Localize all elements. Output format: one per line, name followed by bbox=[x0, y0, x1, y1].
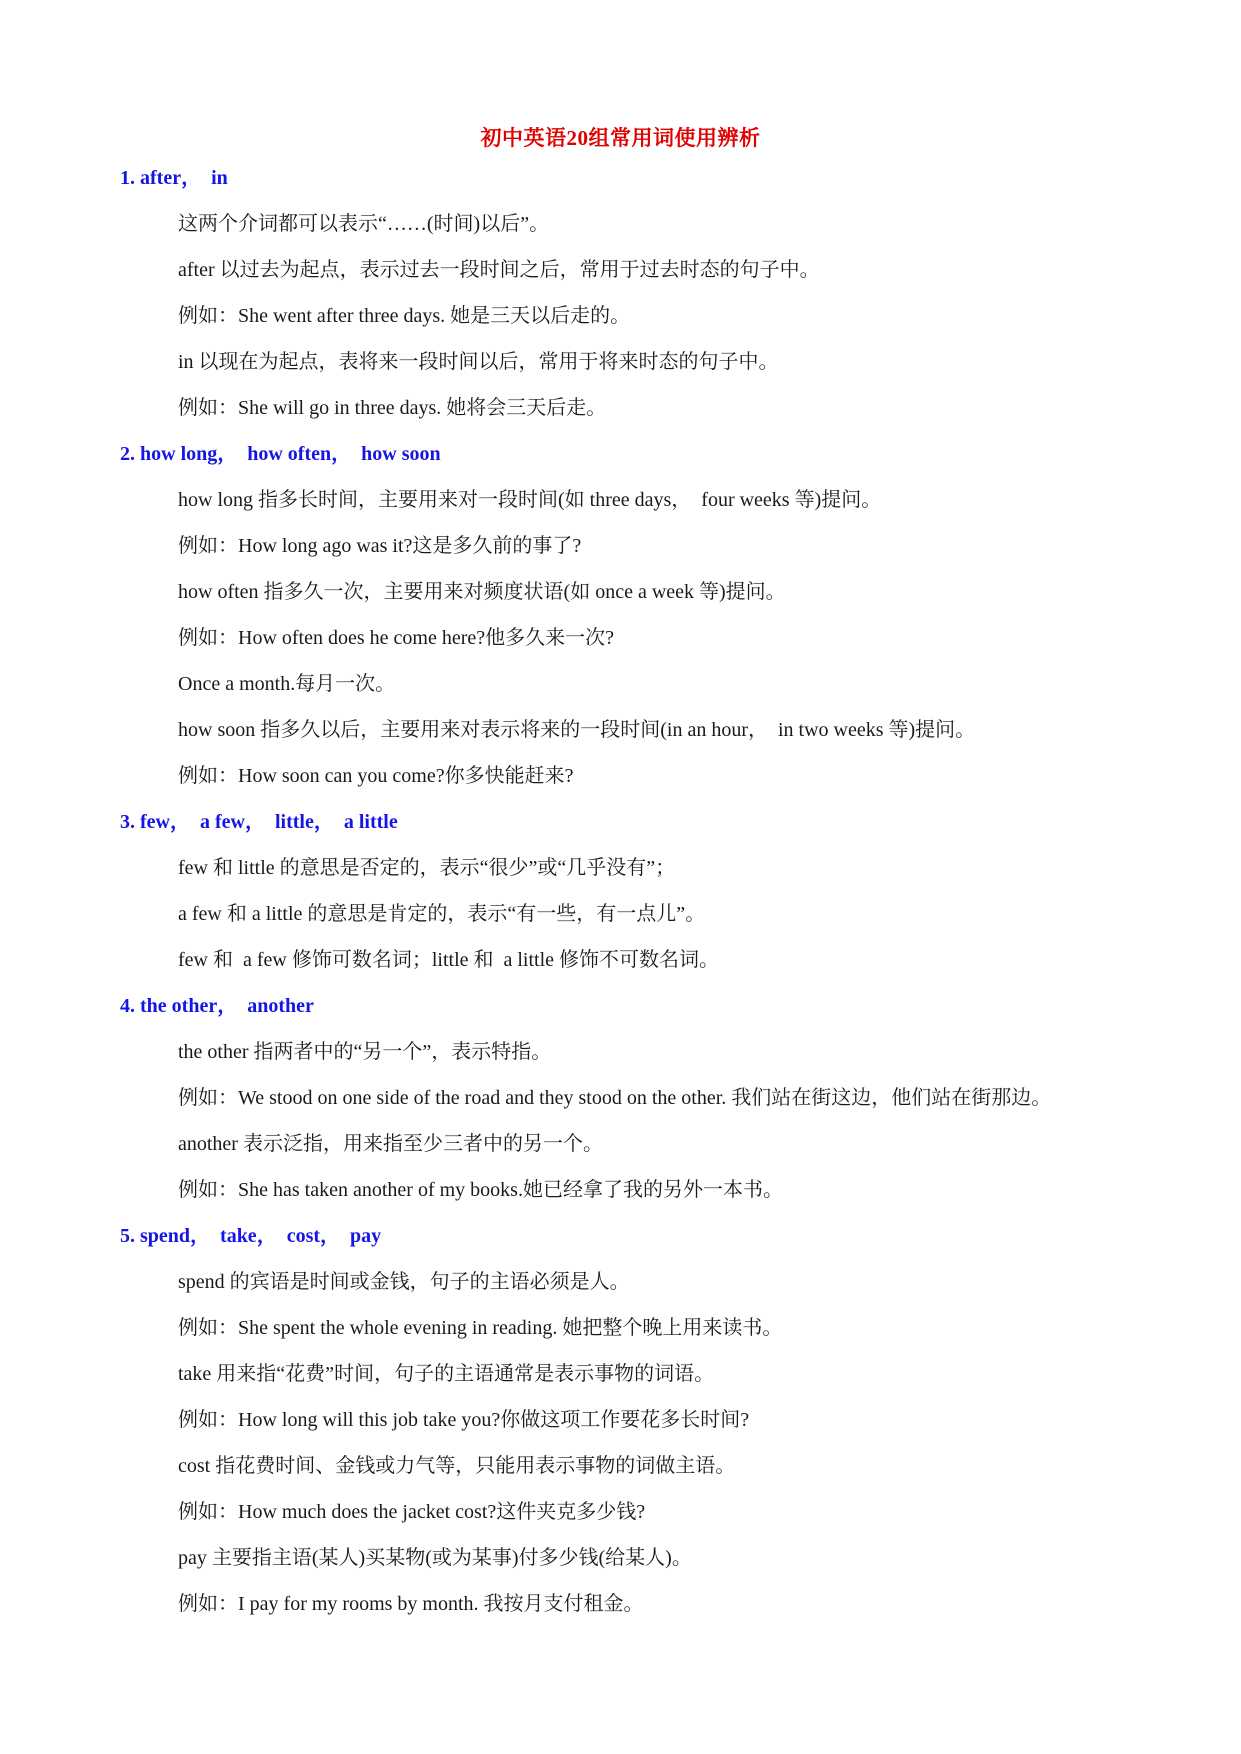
section-few-little bbox=[120, 808, 1200, 992]
paragraph: pay 主要指主语(某人)买某物(或为某事)付多少钱(给某人)。 bbox=[178, 1547, 692, 1569]
example-sentence: 例如：She spent the whole evening in reading. 她把整个晚上用来读书。 bbox=[178, 1317, 783, 1339]
example-sentence: Once a month.每月一次。 bbox=[178, 673, 396, 695]
paragraph: another 表示泛指，用来指至少三者中的另一个。 bbox=[178, 1133, 603, 1155]
section-heading: 3. few， a few， little， a little bbox=[120, 811, 398, 833]
paragraph: the other 指两者中的“另一个”，表示特指。 bbox=[178, 1041, 552, 1063]
section-heading: 1. after， in bbox=[120, 167, 228, 189]
example-sentence: 例如：She will go in three days. 她将会三天后走。 bbox=[178, 397, 607, 419]
example-sentence: 例如：She has taken another of my books.她已经拿了我的另外一本书。 bbox=[178, 1179, 783, 1201]
paragraph: how often 指多久一次，主要用来对频度状语(如 once a week 等)提问。 bbox=[178, 581, 786, 603]
document-title: 初中英语20组常用词使用辨析 bbox=[480, 126, 761, 150]
example-sentence: 例如：How much does the jacket cost?这件夹克多少钱? bbox=[178, 1501, 646, 1523]
section-the-other-another bbox=[120, 992, 1200, 1222]
document-body bbox=[120, 164, 1200, 1636]
paragraph: how soon 指多久以后，主要用来对表示将来的一段时间(in an hour， in two weeks 等)提问。 bbox=[178, 719, 976, 741]
paragraph: cost 指花费时间、金钱或力气等，只能用表示事物的词做主语。 bbox=[178, 1455, 736, 1477]
paragraph: take 用来指“花费”时间，句子的主语通常是表示事物的词语。 bbox=[178, 1363, 715, 1385]
example-sentence: 例如：How long will this job take you?你做这项工作要花多长时间? bbox=[178, 1409, 750, 1431]
paragraph: few 和 a few 修饰可数名词；little 和 a little 修饰不可数名词。 bbox=[178, 949, 720, 971]
paragraph: in 以现在为起点，表将来一段时间以后，常用于将来时态的句子中。 bbox=[178, 351, 779, 373]
paragraph: a few 和 a little 的意思是肯定的，表示“有一些，有一点儿”。 bbox=[178, 903, 706, 925]
section-after-in bbox=[120, 164, 1200, 440]
section-heading: 2. how long， how often， how soon bbox=[120, 443, 441, 465]
example-sentence: 例如：How often does he come here?他多久来一次? bbox=[178, 627, 614, 649]
section-spend-take-cost-pay bbox=[120, 1222, 1200, 1636]
section-heading: 5. spend， take， cost， pay bbox=[120, 1225, 382, 1247]
paragraph: after 以过去为起点，表示过去一段时间之后，常用于过去时态的句子中。 bbox=[178, 259, 820, 281]
example-sentence: 例如：She went after three days. 她是三天以后走的。 bbox=[178, 305, 631, 327]
paragraph: 这两个介词都可以表示“……(时间)以后”。 bbox=[178, 213, 550, 235]
example-sentence: 例如：I pay for my rooms by month. 我按月支付租金。 bbox=[178, 1593, 644, 1615]
paragraph: spend 的宾语是时间或金钱，句子的主语必须是人。 bbox=[178, 1271, 630, 1293]
example-sentence: 例如：How long ago was it?这是多久前的事了? bbox=[178, 535, 582, 557]
section-heading: 4. the other， another bbox=[120, 995, 314, 1017]
example-sentence: 例如：How soon can you come?你多快能赶来? bbox=[178, 765, 574, 787]
example-sentence: 例如：We stood on one side of the road and they stood on the other. 我们站在街这边，他们站在街那边。 bbox=[178, 1087, 1052, 1109]
section-how-long-often-soon bbox=[120, 440, 1200, 808]
paragraph: few 和 little 的意思是否定的，表示“很少”或“几乎没有”； bbox=[178, 857, 676, 879]
paragraph: how long 指多长时间，主要用来对一段时间(如 three days， four weeks 等)提问。 bbox=[178, 489, 882, 511]
